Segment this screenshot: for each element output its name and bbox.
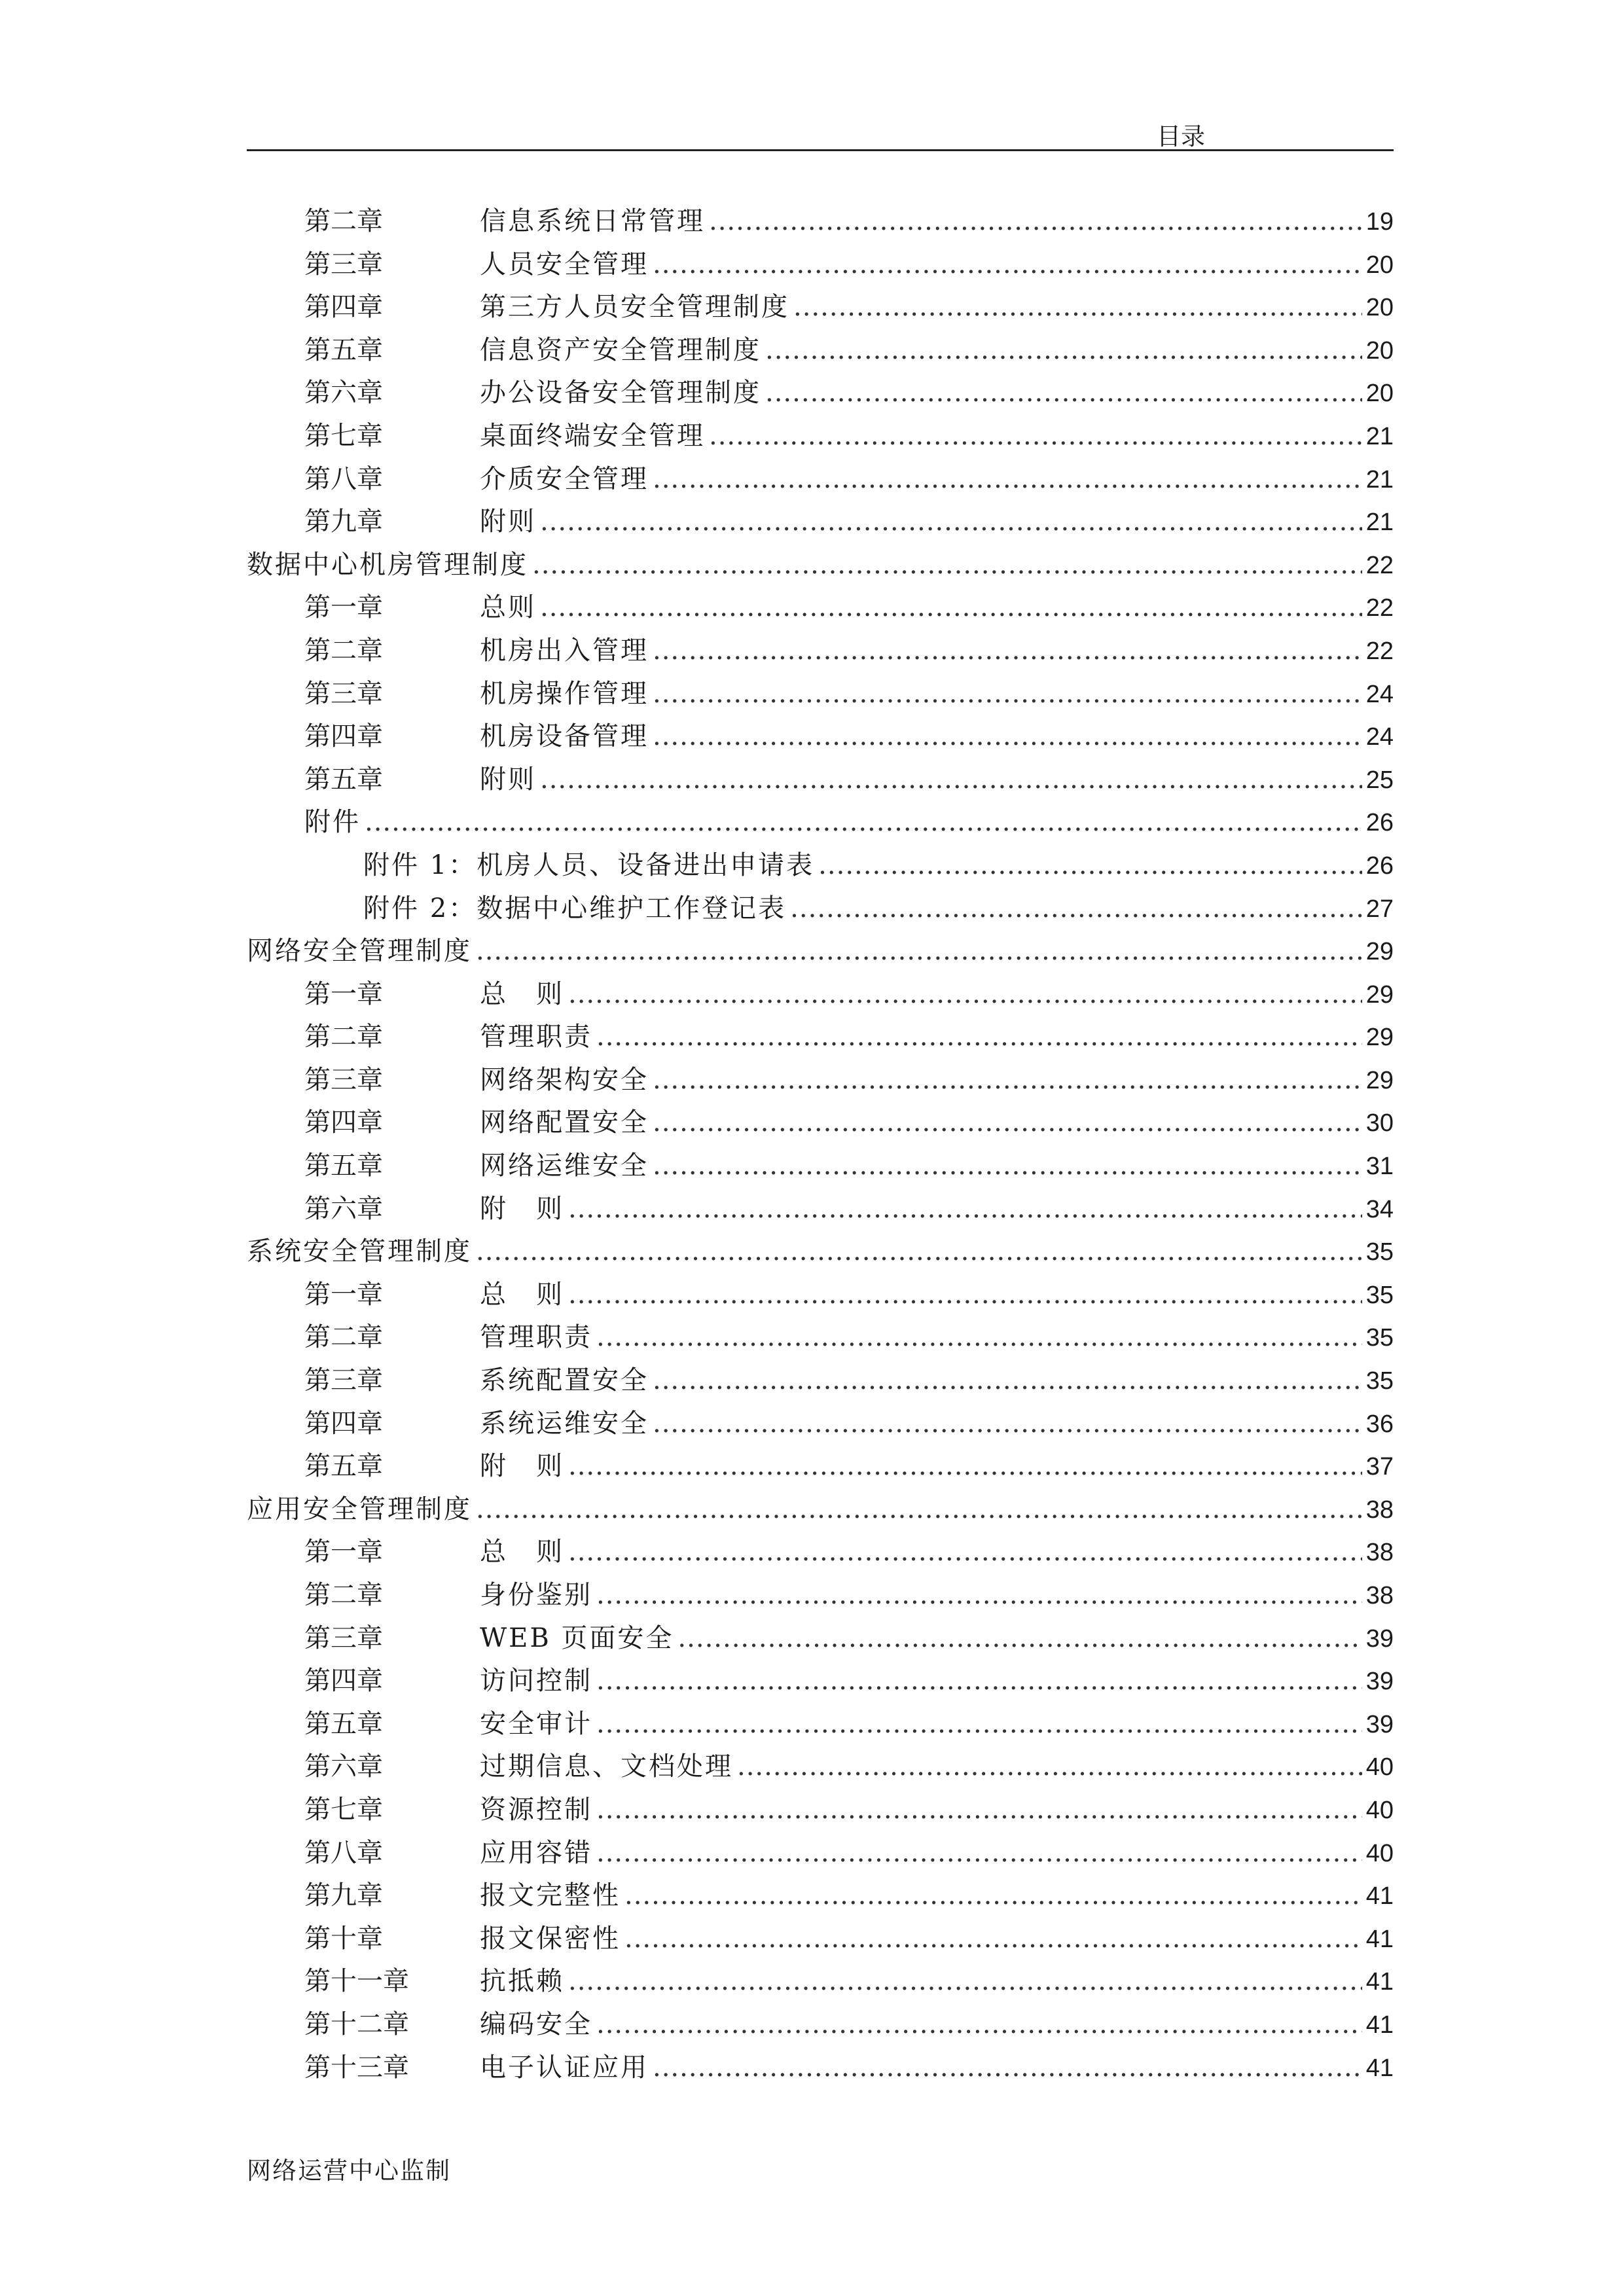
toc-page-number: 35 (1365, 1324, 1394, 1352)
toc-chapter-number: 第四章 (304, 292, 383, 323)
toc-title: 报文完整性 (480, 1880, 621, 1911)
toc-leader-dots (568, 1537, 1362, 1567)
toc-leader-dots (568, 1966, 1362, 1996)
toc-title: 应用容错 (480, 1837, 592, 1868)
toc-page-number: 26 (1365, 809, 1394, 837)
toc-leader-dots (653, 1365, 1362, 1395)
toc-entry[interactable] (247, 630, 1394, 673)
toc-leader-dots (653, 679, 1362, 709)
toc-leader-dots (596, 1322, 1362, 1352)
toc-chapter-number: 第九章 (304, 507, 383, 537)
toc-entry[interactable] (247, 1789, 1394, 1832)
toc-entry[interactable] (247, 329, 1394, 372)
toc-title: 系统安全管理制度 (247, 1236, 472, 1267)
toc-entry[interactable] (247, 844, 1394, 888)
toc-chapter-number: 第十一章 (304, 1966, 409, 1997)
toc-page-number: 20 (1365, 336, 1394, 365)
toc-chapter-number: 第十二章 (304, 2009, 409, 2039)
toc-leader-dots (653, 1408, 1362, 1439)
toc-leader-dots (709, 206, 1362, 236)
toc-page-number: 29 (1365, 1024, 1394, 1052)
toc-leader-dots (653, 1151, 1362, 1181)
toc-page-number: 21 (1365, 509, 1394, 537)
toc-entry[interactable] (247, 1531, 1394, 1574)
toc-title: 电子认证应用 (480, 2052, 649, 2083)
toc-leader-dots (532, 550, 1362, 580)
toc-chapter-number: 第二章 (304, 206, 383, 236)
toc-title: 总 则 (480, 1279, 564, 1310)
toc-leader-dots (568, 1280, 1362, 1310)
toc-entry[interactable] (247, 200, 1394, 243)
toc-title: 编码安全 (480, 2009, 592, 2039)
table-of-contents (247, 200, 1394, 2089)
toc-title: 网络安全管理制度 (247, 936, 472, 967)
toc-entry[interactable] (247, 1403, 1394, 1446)
toc-page-number: 41 (1365, 1925, 1394, 1953)
toc-chapter-number: 第一章 (304, 978, 383, 1009)
toc-page-number: 20 (1365, 294, 1394, 322)
toc-title: 介质安全管理 (480, 463, 649, 494)
toc-entry[interactable] (247, 1188, 1394, 1231)
toc-chapter-number: 第三章 (304, 1623, 383, 1653)
toc-page-number: 24 (1365, 723, 1394, 751)
toc-leader-dots (365, 807, 1362, 837)
toc-chapter-number: 第二章 (304, 635, 383, 666)
toc-chapter-number: 第十三章 (304, 2052, 409, 2083)
toc-leader-dots (653, 2053, 1362, 2083)
footer-text: 网络运营中心监制 (247, 2157, 451, 2185)
toc-entry[interactable] (247, 1960, 1394, 2003)
toc-page-number: 29 (1365, 938, 1394, 966)
toc-title: 机房设备管理 (480, 721, 649, 752)
toc-title: 附件 (304, 807, 361, 838)
toc-page-number: 35 (1365, 1367, 1394, 1395)
toc-entry[interactable] (247, 1145, 1394, 1188)
toc-entry[interactable] (247, 458, 1394, 501)
toc-page-number: 39 (1365, 1624, 1394, 1653)
toc-page-number: 24 (1365, 680, 1394, 708)
toc-chapter-number: 第五章 (304, 1151, 383, 1181)
toc-leader-dots (709, 421, 1362, 451)
toc-chapter-number: 第六章 (304, 1751, 383, 1782)
toc-title: 办公设备安全管理制度 (480, 378, 761, 408)
toc-page-number: 41 (1365, 1882, 1394, 1910)
toc-page-number: 27 (1365, 895, 1394, 923)
toc-entry[interactable] (247, 1703, 1394, 1746)
toc-title: 信息系统日常管理 (480, 206, 705, 236)
toc-leader-dots (596, 1709, 1362, 1739)
toc-title: 报文保密性 (480, 1923, 621, 1954)
toc-entry[interactable] (247, 2003, 1394, 2047)
toc-title: 系统配置安全 (480, 1365, 649, 1396)
toc-title: 总 则 (480, 1537, 564, 1568)
toc-page-number: 21 (1365, 465, 1394, 493)
toc-leader-dots (596, 2009, 1362, 2039)
toc-title: 安全审计 (480, 1708, 592, 1739)
toc-entry[interactable] (247, 930, 1394, 973)
toc-title: WEB 页面安全 (480, 1623, 674, 1653)
toc-entry[interactable] (247, 1574, 1394, 1617)
toc-leader-dots (653, 249, 1362, 279)
toc-title: 附则 (480, 507, 536, 537)
toc-title: 附则 (480, 764, 536, 795)
toc-leader-dots (476, 936, 1362, 966)
toc-entry[interactable] (247, 888, 1394, 931)
toc-chapter-number: 第五章 (304, 1708, 383, 1739)
toc-leader-dots (476, 1494, 1362, 1524)
toc-page-number: 34 (1365, 1195, 1394, 1223)
toc-entry[interactable] (247, 1059, 1394, 1102)
toc-chapter-number: 第四章 (304, 721, 383, 752)
toc-leader-dots (540, 507, 1362, 537)
toc-leader-dots (568, 979, 1362, 1009)
toc-page-number: 22 (1365, 551, 1394, 579)
toc-chapter-number: 第一章 (304, 1279, 383, 1310)
toc-chapter-number: 第三章 (304, 1365, 383, 1396)
toc-title: 机房出入管理 (480, 635, 649, 666)
toc-page-number: 41 (1365, 2011, 1394, 2039)
toc-title: 机房操作管理 (480, 678, 649, 709)
toc-entry[interactable] (247, 973, 1394, 1016)
toc-chapter-number: 第四章 (304, 1408, 383, 1439)
toc-leader-dots (793, 292, 1362, 322)
toc-chapter-number: 第三章 (304, 1064, 383, 1095)
toc-title: 第三方人员安全管理制度 (480, 292, 789, 323)
toc-page-number: 38 (1365, 1539, 1394, 1567)
toc-entry[interactable] (247, 1660, 1394, 1703)
toc-page-number: 35 (1365, 1238, 1394, 1266)
toc-chapter-number: 第二章 (304, 1022, 383, 1052)
toc-leader-dots (596, 1666, 1362, 1696)
toc-leader-dots (653, 464, 1362, 494)
toc-entry[interactable] (247, 1746, 1394, 1789)
toc-leader-dots (476, 1236, 1362, 1266)
toc-entry[interactable] (247, 1918, 1394, 1961)
toc-entry[interactable] (247, 243, 1394, 287)
toc-title: 管理职责 (480, 1022, 592, 1052)
toc-entry[interactable] (247, 759, 1394, 802)
toc-chapter-number: 第三章 (304, 249, 383, 279)
toc-page-number: 31 (1365, 1153, 1394, 1181)
toc-title: 访问控制 (480, 1666, 592, 1696)
toc-chapter-number: 第三章 (304, 678, 383, 709)
toc-leader-dots (765, 335, 1362, 365)
toc-chapter-number: 第九章 (304, 1880, 383, 1911)
toc-page-number: 39 (1365, 1668, 1394, 1696)
toc-title: 管理职责 (480, 1322, 592, 1353)
toc-title: 总则 (480, 592, 536, 623)
toc-page-number: 40 (1365, 1753, 1394, 1782)
toc-chapter-number: 第六章 (304, 1193, 383, 1224)
toc-chapter-number: 第四章 (304, 1107, 383, 1138)
header-rule (247, 149, 1394, 151)
toc-leader-dots (653, 636, 1362, 666)
toc-entry[interactable] (247, 1102, 1394, 1145)
toc-title: 系统运维安全 (480, 1408, 649, 1439)
toc-leader-dots (790, 893, 1362, 924)
toc-title: 人员安全管理 (480, 249, 649, 279)
toc-chapter-number: 第五章 (304, 334, 383, 365)
toc-leader-dots (596, 1022, 1362, 1052)
toc-chapter-number: 第八章 (304, 1837, 383, 1868)
toc-title: 抗抵赖 (480, 1966, 564, 1997)
toc-chapter-number: 第五章 (304, 1451, 383, 1482)
toc-title: 信息资产安全管理制度 (480, 334, 761, 365)
toc-chapter-number: 第一章 (304, 1537, 383, 1568)
toc-title: 数据中心机房管理制度 (247, 549, 528, 580)
toc-entry[interactable] (247, 1359, 1394, 1403)
toc-entry[interactable] (247, 1445, 1394, 1488)
toc-leader-dots (568, 1194, 1362, 1224)
toc-leader-dots (677, 1623, 1362, 1653)
toc-chapter-number: 第八章 (304, 463, 383, 494)
toc-leader-dots (624, 1880, 1362, 1910)
toc-entry[interactable] (247, 372, 1394, 415)
toc-title: 附件 2：数据中心维护工作登记表 (363, 893, 787, 924)
toc-entry[interactable] (247, 1316, 1394, 1359)
toc-page-number: 22 (1365, 594, 1394, 622)
toc-title: 身份鉴别 (480, 1580, 592, 1610)
toc-chapter-number: 第七章 (304, 1794, 383, 1825)
toc-leader-dots (653, 1107, 1362, 1138)
toc-chapter-number: 第四章 (304, 1666, 383, 1696)
toc-page-number: 41 (1365, 2054, 1394, 2082)
toc-entry[interactable] (247, 715, 1394, 759)
toc-entry[interactable] (247, 1230, 1394, 1274)
toc-title: 桌面终端安全管理 (480, 420, 705, 451)
toc-page-number: 22 (1365, 637, 1394, 665)
toc-title: 网络运维安全 (480, 1151, 649, 1181)
toc-entry[interactable] (247, 501, 1394, 544)
toc-entry[interactable] (247, 1488, 1394, 1532)
toc-title: 附件 1：机房人员、设备进出申请表 (363, 850, 815, 880)
toc-page-number: 40 (1365, 1796, 1394, 1824)
toc-title: 附 则 (480, 1451, 564, 1482)
toc-page-number: 21 (1365, 422, 1394, 450)
toc-title: 过期信息、文档处理 (480, 1751, 733, 1782)
toc-page-number: 36 (1365, 1410, 1394, 1438)
toc-page-number: 20 (1365, 380, 1394, 408)
toc-page-number: 29 (1365, 1066, 1394, 1094)
toc-leader-dots (568, 1451, 1362, 1481)
toc-chapter-number: 第七章 (304, 420, 383, 451)
toc-title: 附 则 (480, 1193, 564, 1224)
toc-page-number: 41 (1365, 1968, 1394, 1996)
toc-page-number: 29 (1365, 980, 1394, 1009)
toc-leader-dots (540, 592, 1362, 622)
toc-entry[interactable] (247, 286, 1394, 329)
toc-leader-dots (737, 1751, 1362, 1782)
header-title: 目录 (1157, 122, 1205, 151)
toc-title: 资源控制 (480, 1794, 592, 1825)
toc-leader-dots (624, 1924, 1362, 1954)
toc-leader-dots (818, 850, 1362, 880)
toc-page-number: 30 (1365, 1109, 1394, 1138)
toc-page-number: 40 (1365, 1839, 1394, 1867)
toc-page-number: 38 (1365, 1496, 1394, 1524)
toc-chapter-number: 第十章 (304, 1923, 383, 1954)
toc-title: 应用安全管理制度 (247, 1494, 472, 1524)
toc-chapter-number: 第二章 (304, 1580, 383, 1610)
toc-entry[interactable] (247, 2047, 1394, 2090)
toc-entry[interactable] (247, 415, 1394, 458)
toc-entry[interactable] (247, 1274, 1394, 1317)
toc-leader-dots (596, 1580, 1362, 1610)
toc-page-number: 35 (1365, 1281, 1394, 1309)
toc-entry[interactable] (247, 1874, 1394, 1918)
toc-title: 网络架构安全 (480, 1064, 649, 1095)
toc-chapter-number: 第二章 (304, 1322, 383, 1353)
toc-page-number: 37 (1365, 1453, 1394, 1481)
toc-entry[interactable] (247, 586, 1394, 630)
toc-leader-dots (653, 1065, 1362, 1095)
toc-entry[interactable] (247, 673, 1394, 716)
toc-chapter-number: 第五章 (304, 764, 383, 795)
toc-page-number: 25 (1365, 766, 1394, 794)
toc-page-number: 20 (1365, 251, 1394, 279)
toc-title: 总 则 (480, 978, 564, 1009)
toc-entry[interactable] (247, 1617, 1394, 1660)
toc-leader-dots (596, 1795, 1362, 1825)
toc-page-number: 38 (1365, 1582, 1394, 1609)
toc-title: 网络配置安全 (480, 1107, 649, 1138)
toc-chapter-number: 第一章 (304, 592, 383, 623)
toc-entry[interactable] (247, 801, 1394, 844)
toc-chapter-number: 第六章 (304, 378, 383, 408)
toc-leader-dots (765, 378, 1362, 408)
toc-page-number: 26 (1365, 852, 1394, 880)
toc-entry[interactable] (247, 1832, 1394, 1875)
toc-leader-dots (653, 721, 1362, 751)
toc-page-number: 39 (1365, 1710, 1394, 1738)
toc-leader-dots (596, 1838, 1362, 1868)
toc-leader-dots (540, 764, 1362, 795)
toc-entry[interactable] (247, 1016, 1394, 1059)
toc-page-number: 19 (1365, 208, 1394, 236)
toc-entry[interactable] (247, 544, 1394, 587)
